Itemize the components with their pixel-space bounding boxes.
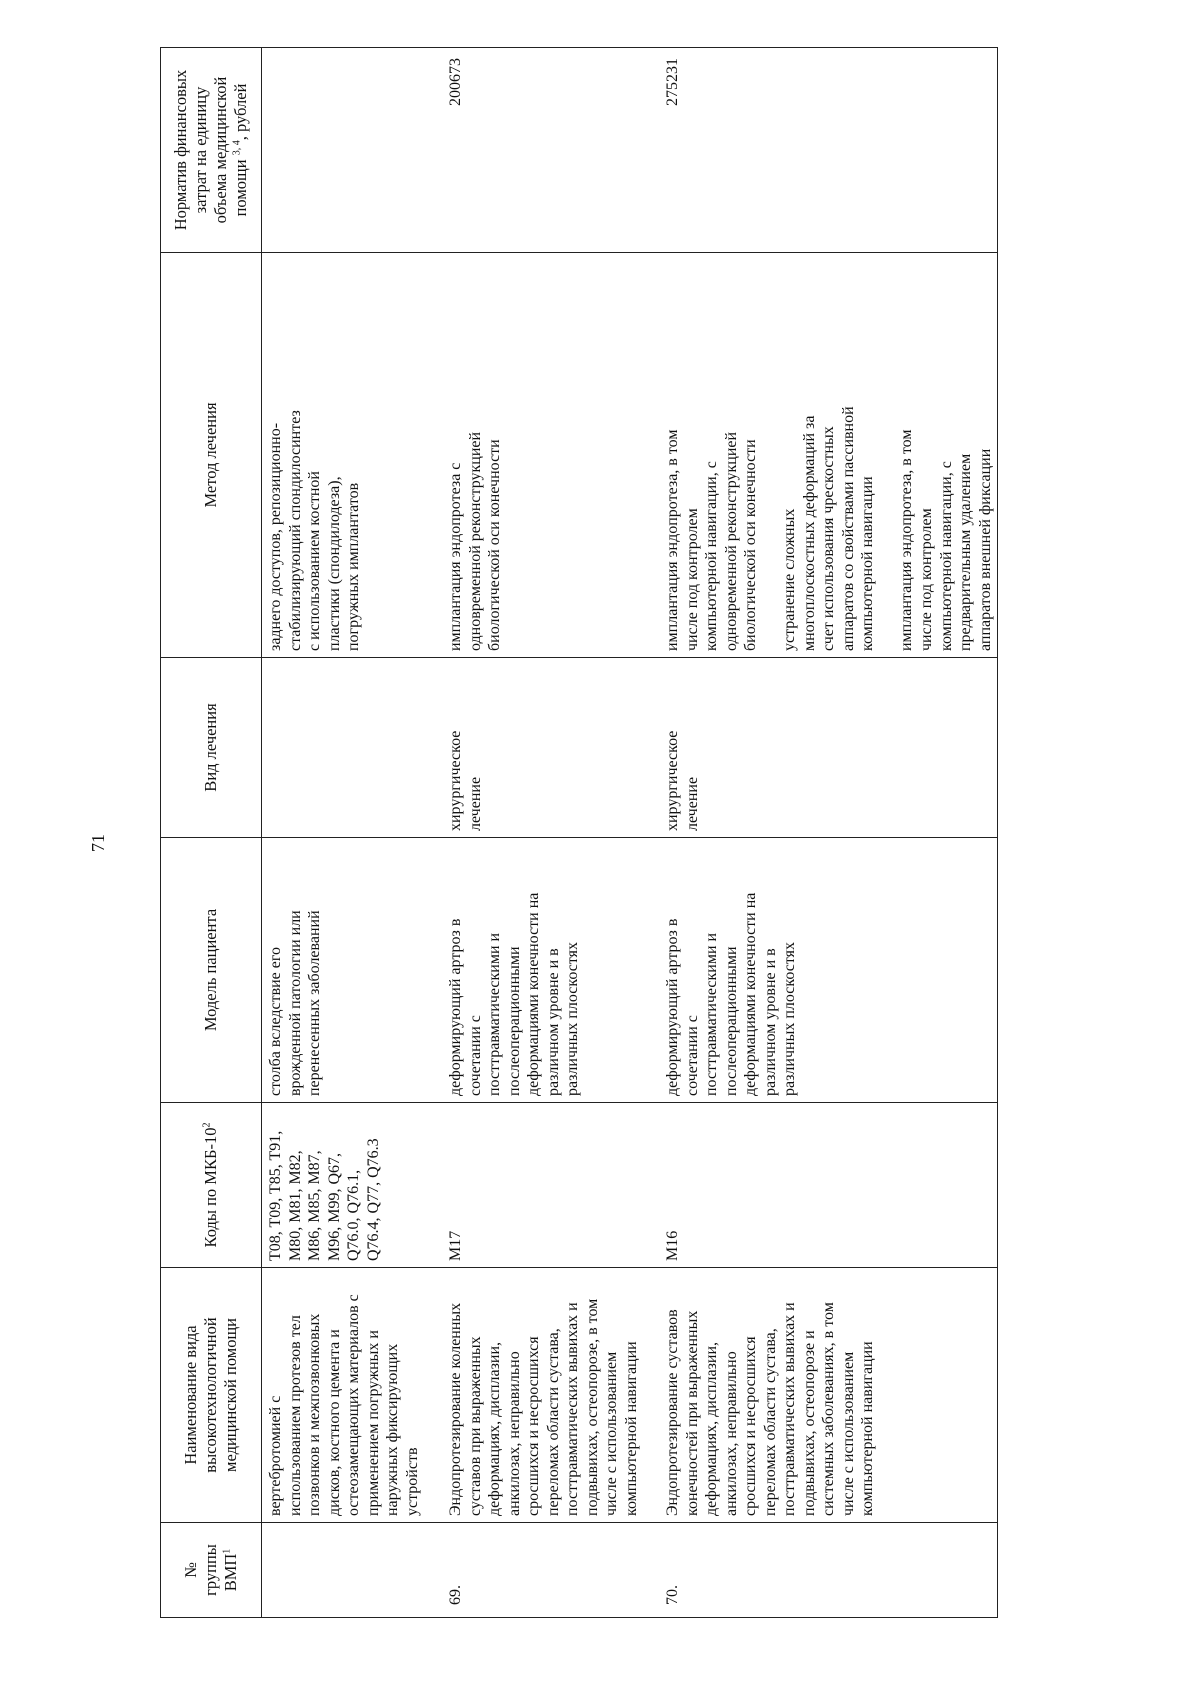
table-header-row (161, 48, 262, 1618)
header-treatment-method: Метод лечения (161, 253, 262, 658)
cell-cost-norm (262, 48, 445, 253)
cell-icd-codes: T08, T09, T85, T91, M80, M81, M82, M86, M85, M87, M96, M99, Q67, Q76.0, Q76.1, Q76.4, Q77, Q76.3 (262, 1103, 445, 1268)
header-cost-norm: Норматив финансовых затрат на единицу объема медицинской помощи $^{3, 4}$, рублей (161, 48, 262, 253)
footnote-3-4: 3, 4 (231, 140, 243, 156)
cell-patient-model: столба вследствие его врожденной патологии или перенесенных заболеваний (262, 838, 445, 1103)
header-vmp-name: Наименование вида высокотехнологичной медицинской помощи (161, 1268, 262, 1523)
cell-vmp-name: Эндопротезирование суставов конечностей при выраженных деформациях, дисплазии, анкилозах, неправильно сросшихся и несросшихся переломах области сустава, посттравматических вывихах и подвывихах, остеопорозе и системных заболеваниях, в том числе с использованием компьютерной навигации (661, 1268, 997, 1523)
cell-icd-codes: M16 (661, 1103, 997, 1268)
table-row (661, 48, 997, 1618)
footnote-2: 2 (201, 1122, 213, 1128)
cell-treatment-kind (262, 658, 445, 838)
header-patient-model: Модель пациента (161, 838, 262, 1103)
cell-patient-model: деформирующий артроз в сочетании с посттравматическими и послеоперационными деформациями конечности на различном уровне и в различных плоскостях (661, 838, 997, 1103)
page-number: 71 (88, 834, 108, 852)
header-treatment-kind: Вид лечения (161, 658, 262, 838)
cell-treatment-kind: хирургическое лечение (661, 658, 997, 838)
cell-icd-codes: M17 (444, 1103, 661, 1268)
vmp-table (160, 47, 998, 1618)
cell-vmp-name: Эндопротезирование коленных суставов при выраженных деформациях, дисплазии, анкилозах, неправильно сросшихся и несросшихся переломах области сустава, посттравматических вывихах и подвывихах, остеопорозе, в том числе с использованием компьютерной навигации (444, 1268, 661, 1523)
cell-group-number: 70. (661, 1523, 997, 1618)
cell-vmp-name: вертебротомией с использованием протезов тел позвонков и межпозвонковых дисков, костного цемента и остеозамещающих материалов с применением погружных и наружных фиксирующих устройств (262, 1268, 445, 1523)
cell-cost-norm: 275231 (661, 48, 997, 253)
cell-patient-model: деформирующий артроз в сочетании с посттравматическими и послеоперационными деформациями конечности на различном уровне и в различных плоскостях (444, 838, 661, 1103)
cell-treatment-kind: хирургическое лечение (444, 658, 661, 838)
footnote-1: 1 (221, 1548, 233, 1554)
header-group-number: № группы ВМП$^1$ (161, 1523, 262, 1618)
cell-group-number (262, 1523, 445, 1618)
cell-treatment-method: имплантация эндопротеза с одновременной реконструкцией биологической оси конечности (444, 253, 661, 658)
table-row (262, 48, 445, 1618)
cell-group-number: 69. (444, 1523, 661, 1618)
header-icd-codes: Коды по МКБ-$10^2$ (161, 1103, 262, 1268)
table-row (444, 48, 661, 1618)
cell-treatment-method: имплантация эндопротеза, в том числе под контролем компьютерной навигации, с одновременной реконструкцией биологической оси конечности устранение сложных многоплоскостных деформаций за счет использования чрескостных аппаратов со свойствами пассивной компьютерной навигации имплантация эндопротеза, в том числе под контролем компьютерной навигации, с предварительным удалением аппаратов внешней фиксации (661, 253, 997, 658)
cell-treatment-method: заднего доступов, репозиционно- стабилизирующий спондилосинтез с использованием костной пластики (спондилодеза), погружных имплантатов (262, 253, 445, 658)
cell-cost-norm: 200673 (444, 48, 661, 253)
